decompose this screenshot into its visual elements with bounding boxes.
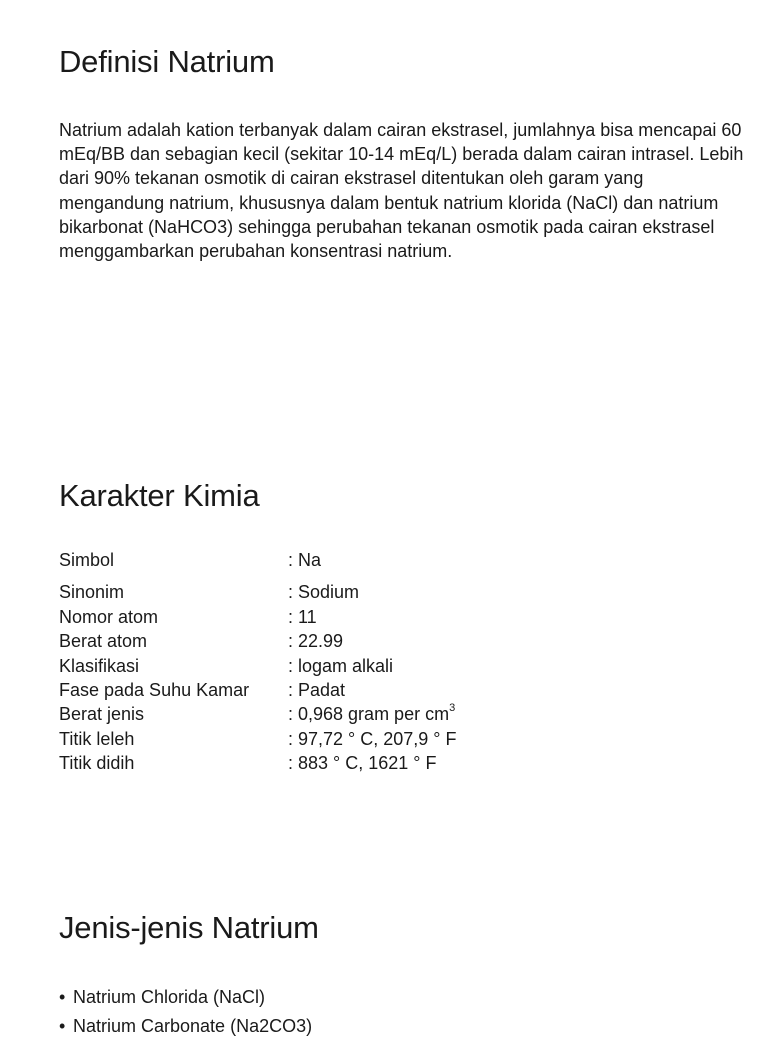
property-label: Fase pada Suhu Kamar	[59, 679, 250, 700]
property-label: Klasifikasi	[59, 655, 140, 676]
property-label: Sinonim	[59, 582, 125, 603]
definition-title: Definisi Natrium	[59, 44, 275, 79]
property-value: : 883 ° C, 1621 ° F	[288, 753, 437, 774]
list-item	[59, 983, 312, 1012]
list-item	[59, 1012, 312, 1041]
property-row	[59, 727, 709, 751]
chemistry-properties	[59, 548, 709, 776]
property-value: : 11	[288, 606, 317, 627]
property-label: Titik leleh	[59, 728, 135, 749]
property-value: : Sodium	[288, 582, 360, 603]
property-row	[59, 654, 709, 678]
property-value: : 22.99	[288, 631, 344, 652]
property-value: : Padat	[288, 679, 346, 700]
superscript-exponent: 3	[449, 702, 456, 715]
property-label: Titik didih	[59, 753, 135, 774]
property-label: Simbol	[59, 550, 115, 570]
property-value: : logam alkali	[288, 655, 394, 676]
property-value-text: : 0,968 gram per cm	[288, 704, 450, 725]
property-label: Nomor atom	[59, 606, 159, 627]
property-row	[59, 629, 709, 653]
types-list	[59, 983, 312, 1041]
property-row	[59, 751, 709, 775]
property-label: Berat atom	[59, 631, 148, 652]
property-value: : 97,72 ° C, 207,9 ° F	[288, 728, 457, 749]
definition-paragraph: Natrium adalah kation terbanyak dalam cairan ekstrasel, jumlahnya bisa mencapai 60 mEq/BB dan sebagian kecil (sekitar 10-14 mEq/L) berada dalam cairan intrasel. Lebih dari 90% tekanan osmotik di cairan ekstrasel ditentukan oleh garam yang mengandung natrium, khususnya dalam bentuk natrium klorida (NaCl) dan natrium bikarbonat (NaHCO3) sehingga perubahan tekanan osmotik pada cairan ekstrasel menggambarkan perubahan konsentrasi natrium.	[59, 120, 744, 262]
property-row	[59, 605, 709, 629]
types-title: Jenis-jenis Natrium	[59, 910, 319, 945]
property-row	[59, 548, 709, 572]
bullet-icon: •	[59, 987, 66, 1007]
list-item-text: Natrium Chlorida (NaCl)	[73, 987, 266, 1007]
property-label: Berat jenis	[59, 704, 145, 725]
property-value	[288, 702, 709, 726]
bullet-icon: •	[59, 1016, 66, 1036]
chemistry-title: Karakter Kimia	[59, 478, 260, 513]
list-item-text: Natrium Carbonate (Na2CO3)	[73, 1016, 313, 1036]
property-row	[59, 702, 709, 726]
property-row	[59, 580, 709, 604]
property-row	[59, 678, 709, 702]
property-value: : Na	[288, 550, 322, 570]
